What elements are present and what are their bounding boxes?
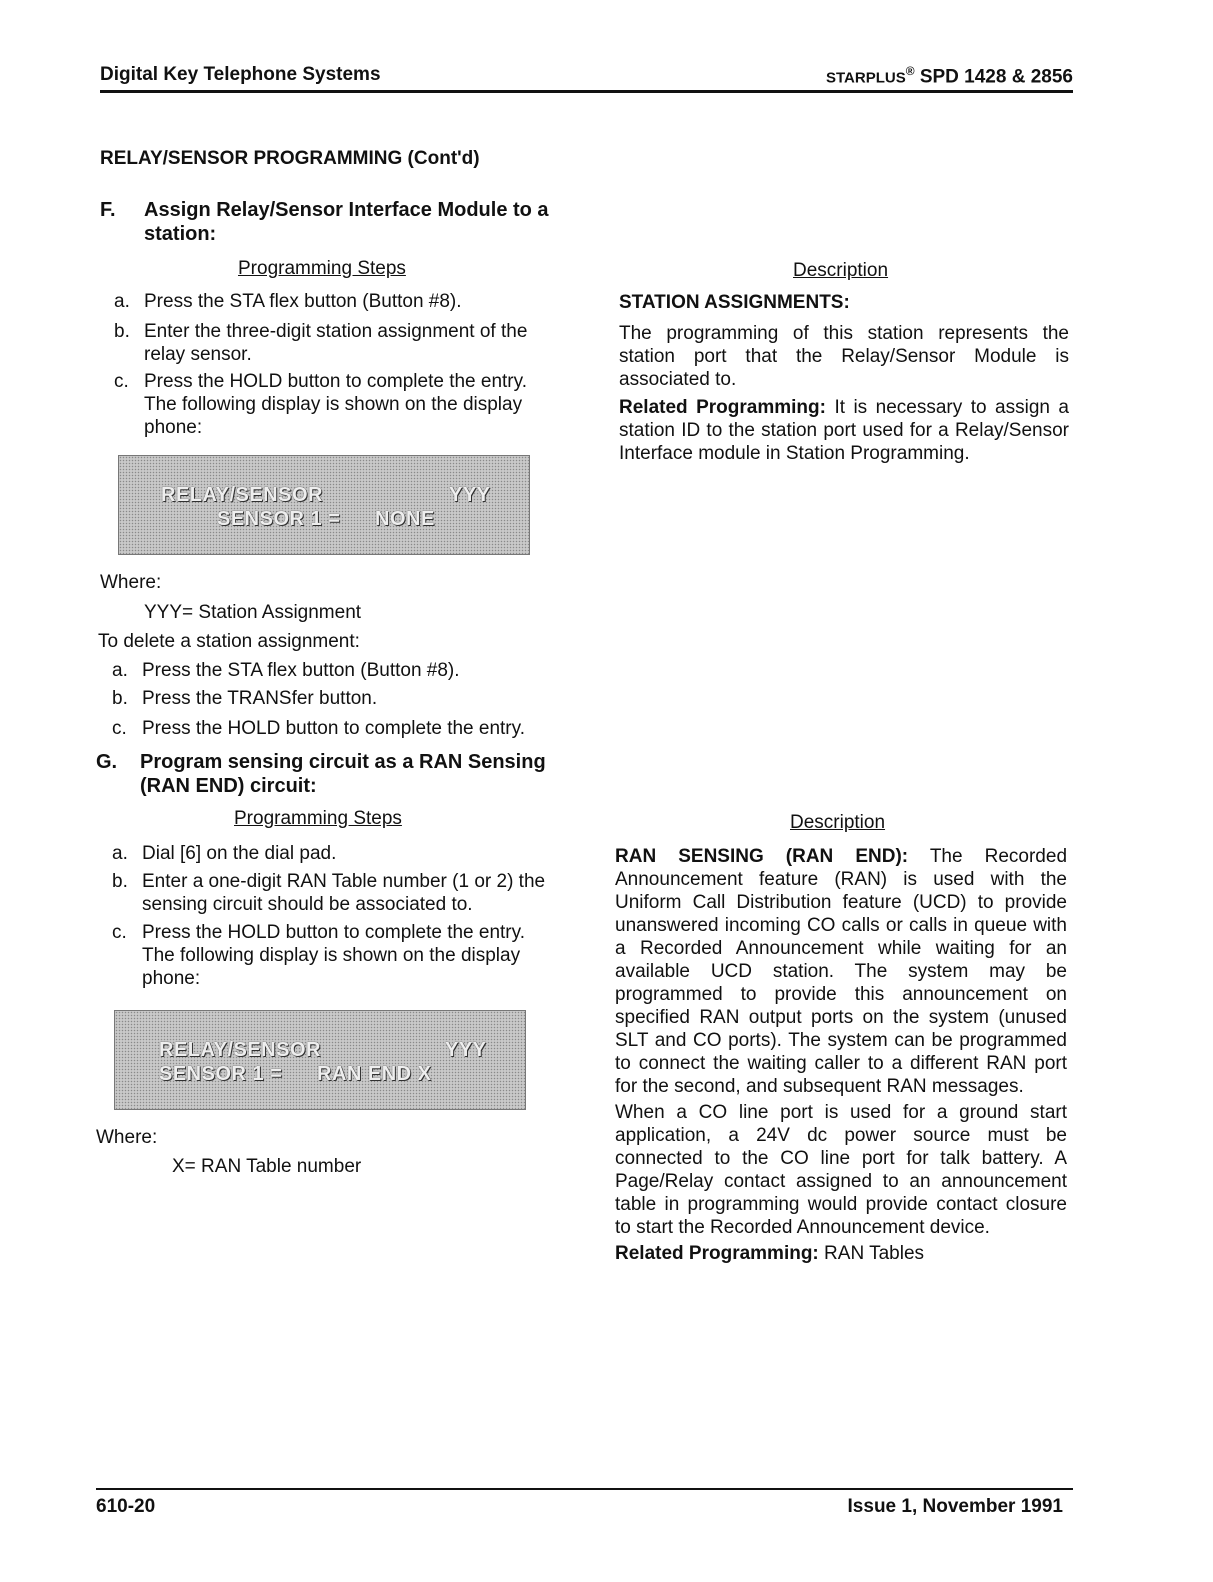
step-text: Enter a one-digit RAN Table number (1 or 2) the sensing circuit should be associated to.	[142, 871, 546, 915]
step-text: Press the STA flex button (Button #8).	[144, 291, 462, 312]
delete-step-a	[112, 659, 562, 683]
header-title: Digital Key Telephone Systems	[100, 64, 381, 85]
page-footer	[96, 1488, 1073, 1520]
ran-heading: RAN SENSING (RAN END):	[615, 846, 909, 867]
part-g-step-c	[112, 921, 562, 991]
lcd-display-f	[118, 455, 530, 555]
part-g-where-text: X= RAN Table number	[172, 1156, 362, 1177]
issue-date: Issue 1, November 1991	[847, 1496, 1063, 1517]
part-f-related	[619, 396, 1069, 465]
part-f-desc-text: The programming of this station represents the station port that the Relay/Sensor Module is associated to.	[619, 323, 1069, 390]
part-f-title: Assign Relay/Sensor Interface Module to a station:	[144, 199, 549, 245]
part-f-letter: F.	[100, 199, 116, 221]
page-header	[100, 62, 1073, 93]
step-letter: a.	[112, 660, 128, 681]
part-g-title: Program sensing circuit as a RAN Sensing (RAN END) circuit:	[140, 751, 546, 797]
lcd-line2-left: SENSOR 1 =	[159, 1063, 283, 1085]
part-f-desc-heading: STATION ASSIGNMENTS:	[619, 292, 850, 313]
header-product	[826, 64, 1073, 88]
step-letter: a.	[112, 843, 128, 864]
part-f-steps-label: Programming Steps	[238, 258, 406, 279]
step-letter: b.	[112, 688, 128, 709]
part-f-where-text: YYY= Station Assignment	[144, 602, 362, 623]
delete-step-c	[112, 717, 562, 741]
header-brand: STARPLUS	[825, 69, 906, 87]
lcd-line1-left: RELAY/SENSOR	[159, 1039, 321, 1061]
section-title: RELAY/SENSOR PROGRAMMING (Cont'd)	[100, 148, 480, 169]
part-g-heading	[96, 750, 566, 800]
step-text: Press the HOLD button to complete the entry. The following display is shown on the display phone:	[142, 922, 526, 989]
part-g-step-a	[112, 842, 562, 866]
header-model: SPD 1428 & 2856	[919, 66, 1073, 88]
step-text: Dial [6] on the dial pad.	[142, 843, 337, 864]
part-g-desc-label: Description	[790, 812, 886, 833]
part-g-related	[615, 1242, 1067, 1265]
lcd-line2-right: RAN END X	[317, 1063, 432, 1085]
ran-desc-text: The Recorded Announcement feature (RAN) is used with the Uniform Call Distribution feature (UCD) to provide unanswered incoming CO calls or calls in queue with a Recorded Announcement while waiting for an available UCD station. The system may be programmed to provide this announcement on specified RAN output ports on the system (unused SLT and CO ports). The system can be programmed to connect the waiting caller to a different RAN port for the second, and subsequent RAN messages.	[615, 846, 1068, 1097]
part-g-step-b	[112, 870, 562, 916]
part-g-where-label: Where:	[96, 1127, 158, 1148]
step-text: Press the HOLD button to complete the entry.	[142, 718, 526, 739]
part-f-heading	[100, 198, 570, 248]
lcd-display-g	[114, 1010, 526, 1110]
step-letter: b.	[112, 871, 128, 892]
lcd-line1-right: YYY	[449, 484, 491, 506]
step-letter: c.	[112, 718, 127, 739]
step-letter: b.	[114, 321, 130, 342]
part-f-step-c	[114, 370, 564, 440]
part-g-desc-para1	[615, 845, 1067, 1098]
registered-mark: ®	[905, 64, 915, 78]
step-text: Press the HOLD button to complete the entry. The following display is shown on the display phone:	[144, 371, 528, 438]
related-text: RAN Tables	[824, 1243, 925, 1264]
step-text: Enter the three-digit station assignment of the relay sensor.	[144, 321, 528, 365]
page-number: 610-20	[96, 1496, 156, 1517]
step-letter: a.	[114, 291, 130, 312]
part-f-step-a	[114, 290, 564, 314]
part-f-where-label: Where:	[100, 572, 162, 593]
related-label: Related Programming:	[619, 397, 826, 418]
lcd-line2-left: SENSOR 1 =	[217, 508, 341, 530]
delete-step-b	[112, 687, 562, 711]
step-text: Press the TRANSfer button.	[142, 688, 378, 709]
delete-label: To delete a station assignment:	[98, 631, 360, 652]
part-f-step-b	[114, 320, 564, 366]
step-letter: c.	[114, 371, 129, 392]
part-g-desc-para2: When a CO line port is used for a ground start application, a 24V dc power source must be connected to the CO line port for talk battery. A Page/Relay contact assigned to an announcement table in programming would provide contact closure to start the Recorded Announcement device.	[615, 1102, 1067, 1238]
related-label: Related Programming:	[615, 1243, 819, 1264]
part-g-steps-label: Programming Steps	[234, 808, 402, 829]
step-letter: c.	[112, 922, 127, 943]
lcd-line1-left: RELAY/SENSOR	[161, 484, 323, 506]
step-text: Press the STA flex button (Button #8).	[142, 660, 460, 681]
part-f-desc-label: Description	[793, 260, 889, 281]
part-g-letter: G.	[96, 751, 118, 773]
lcd-line2-right: NONE	[375, 508, 435, 530]
related-text: It is necessary to assign a station ID to the station port used for a Relay/Sensor Interface module in Station Programming.	[619, 397, 1069, 464]
lcd-line1-right: YYY	[445, 1039, 487, 1061]
